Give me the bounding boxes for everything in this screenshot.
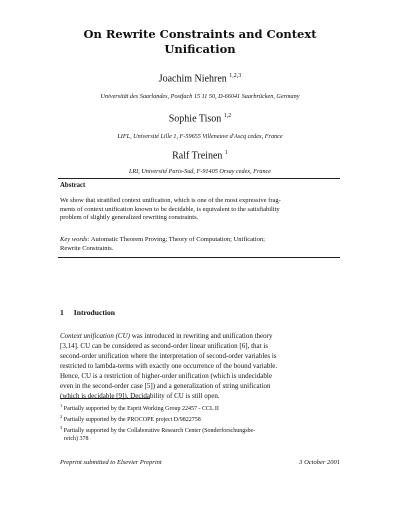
keywords-text: Automatic Theorem Proving; Theory of Computation; Unification; [89,236,265,243]
introduction-paragraph [60,331,340,401]
paragraph-line: Context unification (CU) was introduced in rewriting and unification theory [60,332,273,340]
author-name [40,73,360,84]
author-affiliation-marks: 1 [224,150,228,156]
abstract-top-rule [58,178,340,179]
footnotes [60,402,340,443]
title-line-1: On Rewrite Constraints and Context [83,27,317,41]
footer-preprint-note: Preprint submitted to Elsevier Preprint [60,459,162,466]
section-heading [60,308,115,317]
abstract-heading: Abstract [60,182,86,189]
footnote: $^3$ Partially supported by the Collaborative Research Center (Sonderforschungsbe- [60,425,256,434]
author-name [40,113,360,124]
author-name-text: Joachim Niehren [158,73,227,85]
paragraph-line: even in the second-order case [5]) and a generalization of string unification [60,382,271,390]
title-line-2: Unification [164,42,236,56]
keywords-line: Rewrite Constraints. [60,244,114,252]
abstract-line: We show that stratified context unification, which is one of the most expressive frag- [60,197,281,204]
author-affiliation: LIFL, Université Lille 1, F-59655 Villeneuve d'Ascq cedex, France [117,133,283,140]
keywords-line [60,236,338,245]
paragraph-line: [3,14]. CU can be considered as second-order linear unification [6], that is [60,342,268,350]
author-name [40,150,360,161]
footnote: $^1$ Partially supported by the Esprit Working Group 22457 - CCL II [60,403,219,412]
footnote-continuation: reich) 378 [64,436,89,442]
section-title: Introduction [73,308,116,317]
author-affiliation-marks: 1,2,3 [229,73,242,79]
paragraph-line: (which is decidable [9]). Decidability of CU is still open. [60,392,220,400]
abstract-line: problem of slightly generalized rewriting constraints. [60,214,199,222]
author-name-text: Ralf Treinen [172,150,223,162]
author-affiliation-marks: 1,2 [223,113,232,119]
author-affiliation: LRI, Université Paris-Sud, F-91405 Orsay cedex, France [128,168,272,175]
paragraph-line: second-order unification where the interpretation of second-order variables is [60,352,277,360]
footer-date: 3 October 2001 [299,459,340,466]
defined-term: Context unification (CU) [60,332,130,340]
footnote: $^2$ Partially supported by the PROCOPE project D/9822758 [60,414,201,423]
keywords [60,236,338,253]
keywords-label: Key words: [60,236,90,243]
abstract-body [60,197,338,223]
paragraph-line: restricted to lambda-terms with exactly one occurrence of the bound variable. [60,362,278,370]
footnote-rule [60,398,150,399]
author-affiliation: Universität des Saarlandes, Postfach 15 11 50, D-66041 Saarbrücken, Germany [100,93,300,100]
abstract-line: ments of context unification known to be decidable, is equivalent to the satisfiability [60,205,280,213]
section-number: 1 [60,308,64,317]
abstract-bottom-rule [58,257,340,258]
paragraph-line: Hence, CU is a restriction of higher-order unification (which is undecidable [60,372,272,380]
author-name-text: Sophie Tison [168,113,222,125]
paper-title [40,27,360,57]
